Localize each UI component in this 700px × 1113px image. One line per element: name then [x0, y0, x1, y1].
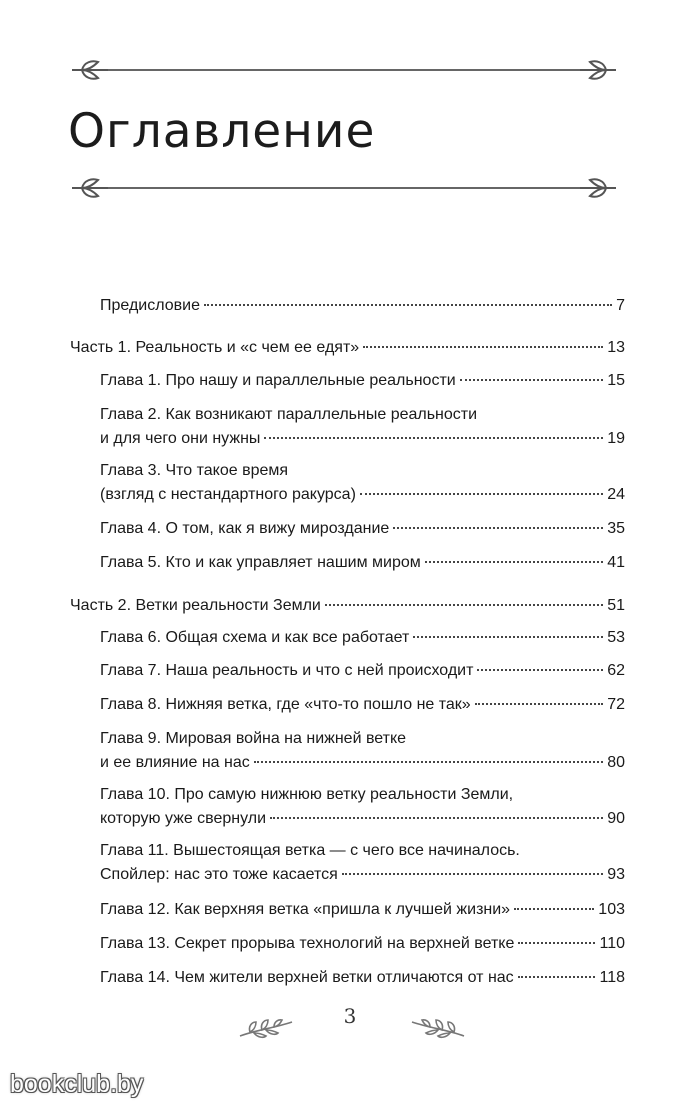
dot-leader — [342, 873, 603, 875]
toc-entry-page: 24 — [607, 486, 625, 503]
toc-entry-title: Предисловие — [100, 297, 200, 314]
toc-entry-chapter-9[interactable] — [100, 730, 625, 774]
toc-entry-title: Глава 8. Нижняя ветка, где «что-то пошло не так» — [100, 696, 471, 713]
toc-entry-title: Глава 4. О том, как я вижу мироздание — [100, 520, 390, 537]
toc-entry-part-2[interactable] — [70, 595, 625, 617]
toc-entry-page: 118 — [599, 969, 625, 986]
dot-leader — [204, 304, 612, 306]
toc-entry-page: 103 — [598, 901, 625, 918]
toc-entry-title: Часть 1. Реальность и «с чем ее едят» — [70, 339, 360, 356]
toc-entry-title: Глава 14. Чем жители верхней ветки отличаются от нас — [100, 969, 514, 986]
toc-entry-chapter-7[interactable] — [100, 660, 625, 682]
toc-entry-page: 15 — [607, 372, 625, 389]
page-number: 3 — [343, 1004, 357, 1028]
toc-entry-title: которую уже свернули — [100, 810, 267, 827]
toc-entry-title: Часть 2. Ветки реальности Земли — [70, 597, 321, 614]
toc-entry-title: Глава 7. Наша реальность и что с ней происходит — [100, 662, 474, 679]
toc-entry-title-line1: Глава 9. Мировая война на нижней ветке — [100, 730, 407, 747]
title-underline-ornament — [68, 176, 620, 200]
toc-entry-page: 93 — [607, 866, 625, 883]
toc-entry-page: 72 — [607, 696, 625, 713]
toc-entry-title: Спойлер: нас это тоже касается — [100, 866, 338, 883]
toc-entry-page: 53 — [607, 629, 625, 646]
toc-entry-page: 19 — [607, 430, 625, 447]
dot-leader — [363, 346, 603, 348]
dot-leader — [518, 942, 595, 944]
toc-entry-page: 13 — [607, 339, 625, 356]
toc-entry-title: Глава 1. Про нашу и параллельные реальности — [100, 372, 456, 389]
toc-entry-chapter-6[interactable] — [100, 627, 625, 649]
toc-entry-title: и для чего они нужны — [100, 430, 261, 447]
toc-entry-page: 35 — [607, 520, 625, 537]
toc-entry-page: 110 — [599, 935, 625, 952]
dot-leader — [264, 437, 603, 439]
toc-entry-preface[interactable] — [100, 295, 625, 317]
toc-entry-title: Глава 12. Как верхняя ветка «пришла к лучшей жизни» — [100, 901, 511, 918]
toc-entry-title: и ее влияние на нас — [100, 754, 250, 771]
toc-entry-chapter-11[interactable] — [100, 842, 625, 886]
toc-entry-chapter-14[interactable] — [100, 967, 625, 989]
page-title: Оглавление — [68, 104, 376, 159]
toc-entry-title-line1: Глава 11. Вышестоящая ветка — с чего все начиналось. — [100, 842, 520, 859]
dot-leader — [514, 908, 594, 910]
toc-entry-chapter-2[interactable] — [100, 406, 625, 450]
toc-entry-chapter-5[interactable] — [100, 552, 625, 574]
toc-entry-part-1[interactable] — [70, 337, 625, 359]
dot-leader — [393, 527, 603, 529]
toc-entry-title: Глава 6. Общая схема и как все работает — [100, 629, 410, 646]
toc-entry-chapter-1[interactable] — [100, 370, 625, 392]
toc-entry-page: 51 — [607, 597, 625, 614]
dot-leader — [270, 817, 603, 819]
toc-entry-title: (взгляд с нестандартного ракурса) — [100, 486, 356, 503]
dot-leader — [518, 976, 596, 978]
toc-entry-title-line1: Глава 10. Про самую нижнюю ветку реальности Земли, — [100, 786, 514, 803]
toc-entry-title-line1: Глава 3. Что такое время — [100, 462, 289, 479]
toc-entry-page: 62 — [607, 662, 625, 679]
dot-leader — [413, 636, 603, 638]
dot-leader — [475, 703, 604, 705]
toc-entry-page: 7 — [616, 297, 625, 314]
toc-entry-page: 90 — [607, 810, 625, 827]
right-footer-sprig-icon — [408, 1018, 468, 1040]
dot-leader — [360, 493, 603, 495]
toc-entry-page: 80 — [607, 754, 625, 771]
toc-entry-page: 41 — [607, 554, 625, 571]
dot-leader — [460, 379, 603, 381]
site-watermark: bookclub.by — [10, 1070, 144, 1098]
toc-entry-chapter-8[interactable] — [100, 694, 625, 716]
dot-leader — [425, 561, 603, 563]
left-footer-sprig-icon — [236, 1018, 296, 1040]
toc-entry-title: Глава 5. Кто и как управляет нашим миром — [100, 554, 421, 571]
toc-entry-chapter-10[interactable] — [100, 786, 625, 830]
toc-entry-chapter-4[interactable] — [100, 518, 625, 540]
toc-entry-chapter-12[interactable] — [100, 899, 625, 921]
dot-leader — [325, 604, 603, 606]
top-ornament — [68, 58, 620, 82]
dot-leader — [254, 761, 603, 763]
toc-entry-title: Глава 13. Секрет прорыва технологий на верхней ветке — [100, 935, 515, 952]
dot-leader — [477, 669, 603, 671]
toc-entry-title-line1: Глава 2. Как возникают параллельные реальности — [100, 406, 478, 423]
toc-entry-chapter-13[interactable] — [100, 933, 625, 955]
toc-entry-chapter-3[interactable] — [100, 462, 625, 506]
